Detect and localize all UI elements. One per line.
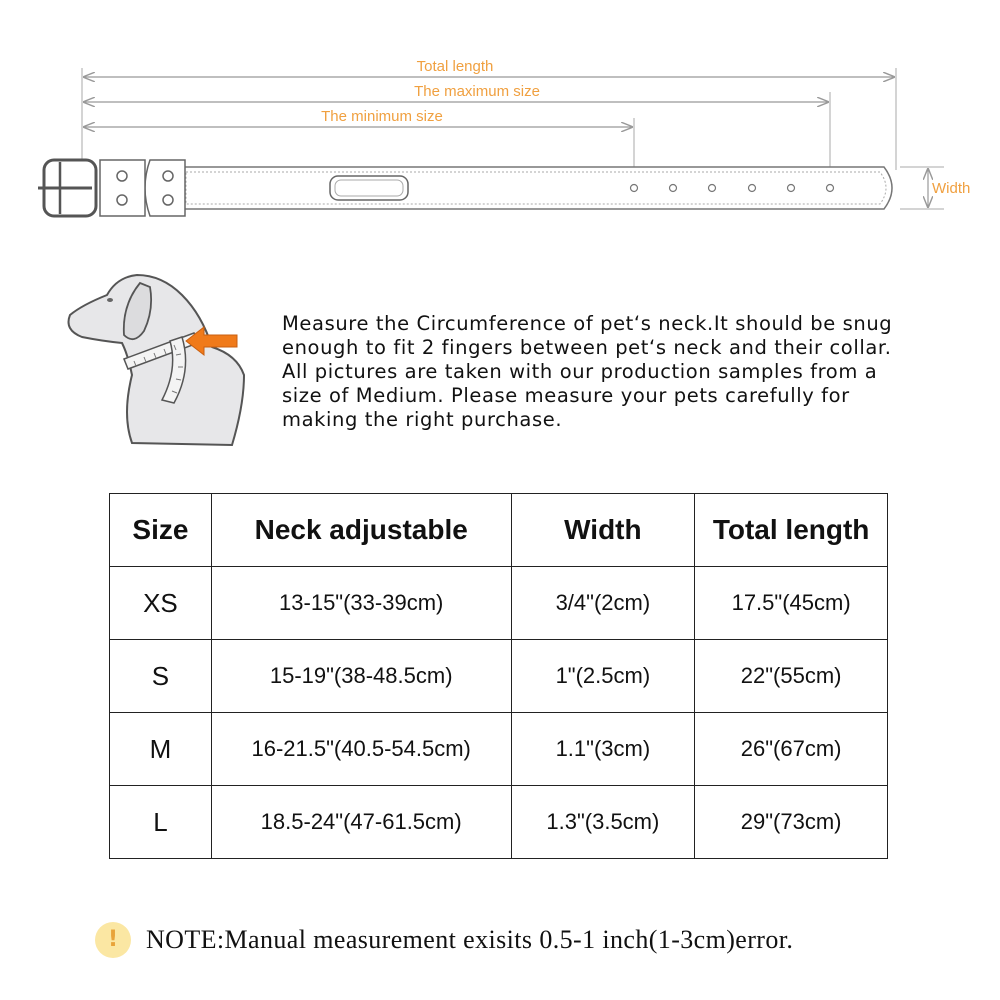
neck-cell: 16-21.5"(40.5-54.5cm) [211,713,511,786]
instruction-line: All pictures are taken with our production samples from a [282,360,878,383]
width-label: Width [932,180,971,197]
total-length-label: Total length [416,58,494,75]
width-cell: 1.1"(3cm) [511,713,695,786]
size-cell: S [110,640,212,713]
table-row [110,567,888,640]
table-row [110,713,888,786]
table-header-row [110,494,888,567]
size-cell: XS [110,567,212,640]
header-neck-adjustable: Neck adjustable [211,494,511,567]
header-width: Width [511,494,695,567]
collar-diagram [0,0,1000,240]
size-cell: M [110,713,212,786]
size-chart-table [109,493,888,859]
maximum-size-label: The maximum size [414,83,540,100]
table-row [110,640,888,713]
instruction-line: making the right purchase. [282,408,563,431]
length-cell: 17.5"(45cm) [695,567,888,640]
collar-illustration [0,0,1000,240]
minimum-size-label: The minimum size [321,108,443,125]
header-size: Size [110,494,212,567]
table-row [110,786,888,859]
neck-cell: 18.5-24"(47-61.5cm) [211,786,511,859]
width-cell: 1"(2.5cm) [511,640,695,713]
dog-neck-illustration [62,255,252,450]
width-cell: 3/4"(2cm) [511,567,695,640]
width-cell: 1.3"(3.5cm) [511,786,695,859]
header-total-length: Total length [695,494,888,567]
length-cell: 26"(67cm) [695,713,888,786]
length-cell: 22"(55cm) [695,640,888,713]
note-text: NOTE:Manual measurement exisits 0.5-1 inch(1-3cm)error. [146,925,794,954]
measurement-instructions [282,312,942,432]
instruction-line: enough to fit 2 fingers between pet‘s neck and their collar. [282,336,892,359]
instruction-line: Measure the Circumference of pet‘s neck.It should be snug [282,312,893,335]
neck-cell: 15-19"(38-48.5cm) [211,640,511,713]
size-cell: L [110,786,212,859]
exclamation-icon: ! [95,922,131,958]
instruction-line: size of Medium. Please measure your pets carefully for [282,384,850,407]
length-cell: 29"(73cm) [695,786,888,859]
neck-cell: 13-15"(33-39cm) [211,567,511,640]
